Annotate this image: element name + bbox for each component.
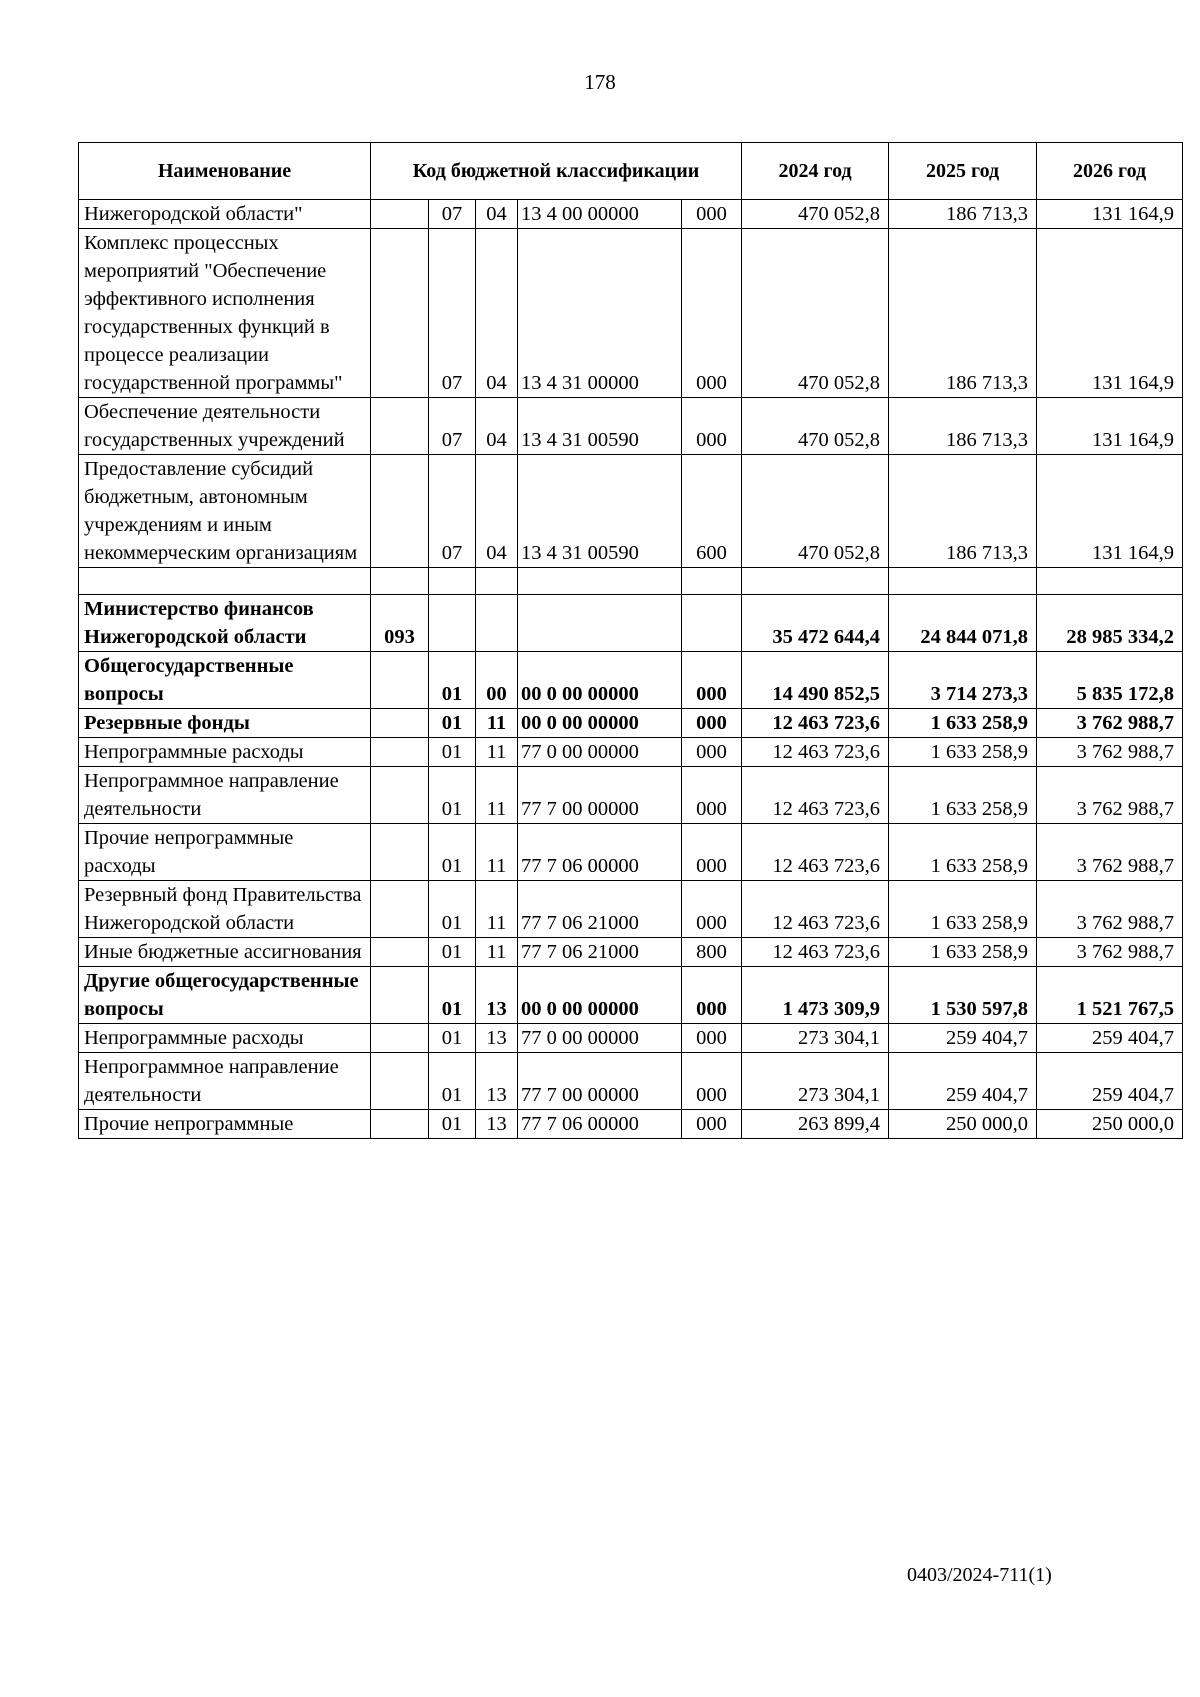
header-2026: 2026 год (1037, 143, 1183, 200)
row-value-2026: 3 762 988,7 (1037, 938, 1183, 967)
row-value-2025: 186 713,3 (889, 200, 1037, 229)
row-name: Министерство финансов Нижегородской области (79, 595, 371, 652)
row-expense-type-code: 000 (682, 1024, 742, 1053)
row-value-2024: 470 052,8 (742, 200, 889, 229)
row-subsection-code: 13 (476, 1110, 518, 1139)
row-subsection-code: 13 (476, 1024, 518, 1053)
row-value-2025: 3 714 273,3 (889, 652, 1037, 709)
row-name: Непрограммное направление деятельности (79, 1053, 371, 1110)
empty-cell (429, 568, 476, 595)
row-section-code: 01 (429, 881, 476, 938)
table-row (79, 595, 1183, 652)
row-name: Общегосударственные вопросы (79, 652, 371, 709)
row-section-code: 01 (429, 824, 476, 881)
row-section-code: 01 (429, 767, 476, 824)
row-target-article-code: 00 0 00 00000 (518, 967, 682, 1024)
row-value-2025: 1 633 258,9 (889, 738, 1037, 767)
row-target-article-code: 13 4 31 00590 (518, 455, 682, 568)
row-target-article-code: 13 4 31 00000 (518, 229, 682, 398)
empty-cell (371, 568, 429, 595)
row-ved-code (371, 881, 429, 938)
row-value-2024: 470 052,8 (742, 455, 889, 568)
table-row (79, 938, 1183, 967)
row-section-code: 01 (429, 738, 476, 767)
row-section-code (429, 595, 476, 652)
table-row (79, 1024, 1183, 1053)
row-subsection-code: 04 (476, 398, 518, 455)
row-name: Прочие непрограммные (79, 1110, 371, 1139)
row-section-code: 01 (429, 652, 476, 709)
row-expense-type-code: 800 (682, 938, 742, 967)
row-value-2024: 12 463 723,6 (742, 767, 889, 824)
row-subsection-code: 04 (476, 229, 518, 398)
row-ved-code (371, 1024, 429, 1053)
row-value-2024: 12 463 723,6 (742, 938, 889, 967)
row-value-2026: 3 762 988,7 (1037, 824, 1183, 881)
row-expense-type-code: 000 (682, 1053, 742, 1110)
row-ved-code (371, 938, 429, 967)
row-subsection-code: 11 (476, 709, 518, 738)
row-expense-type-code: 000 (682, 767, 742, 824)
row-target-article-code (518, 595, 682, 652)
row-expense-type-code: 600 (682, 455, 742, 568)
row-subsection-code (476, 595, 518, 652)
row-value-2025: 250 000,0 (889, 1110, 1037, 1139)
row-section-code: 07 (429, 455, 476, 568)
header-code: Код бюджетной классификации (371, 143, 742, 200)
row-value-2024: 14 490 852,5 (742, 652, 889, 709)
row-value-2026: 131 164,9 (1037, 200, 1183, 229)
row-target-article-code: 77 7 06 21000 (518, 938, 682, 967)
row-value-2024: 12 463 723,6 (742, 824, 889, 881)
header-2024: 2024 год (742, 143, 889, 200)
row-value-2026: 28 985 334,2 (1037, 595, 1183, 652)
row-target-article-code: 77 7 06 00000 (518, 824, 682, 881)
row-name: Иные бюджетные ассигнования (79, 938, 371, 967)
empty-cell (476, 568, 518, 595)
row-value-2026: 259 404,7 (1037, 1053, 1183, 1110)
row-subsection-code: 13 (476, 967, 518, 1024)
header-name: Наименование (79, 143, 371, 200)
table-row (79, 709, 1183, 738)
table-row (79, 398, 1183, 455)
row-ved-code (371, 1110, 429, 1139)
row-section-code: 07 (429, 200, 476, 229)
row-subsection-code: 11 (476, 938, 518, 967)
row-section-code: 07 (429, 398, 476, 455)
document-code: 0403/2024-711(1) (907, 1564, 1052, 1586)
row-expense-type-code: 000 (682, 200, 742, 229)
row-target-article-code: 77 7 00 00000 (518, 767, 682, 824)
row-expense-type-code: 000 (682, 881, 742, 938)
row-target-article-code: 00 0 00 00000 (518, 709, 682, 738)
row-value-2024: 263 899,4 (742, 1110, 889, 1139)
row-expense-type-code: 000 (682, 824, 742, 881)
row-value-2026: 3 762 988,7 (1037, 738, 1183, 767)
row-name: Комплекс процессных мероприятий "Обеспечение эффективного исполнения государственных функций в процессе реализации государственной программы" (79, 229, 371, 398)
table-row (79, 455, 1183, 568)
empty-cell (518, 568, 682, 595)
row-name: Непрограммные расходы (79, 738, 371, 767)
row-subsection-code: 04 (476, 455, 518, 568)
row-section-code: 01 (429, 967, 476, 1024)
table-row (79, 229, 1183, 398)
row-target-article-code: 13 4 31 00590 (518, 398, 682, 455)
row-name: Прочие непрограммные расходы (79, 824, 371, 881)
row-expense-type-code: 000 (682, 738, 742, 767)
row-ved-code (371, 1053, 429, 1110)
row-value-2024: 12 463 723,6 (742, 738, 889, 767)
row-subsection-code: 11 (476, 738, 518, 767)
empty-cell (1037, 568, 1183, 595)
row-value-2024: 470 052,8 (742, 398, 889, 455)
row-expense-type-code: 000 (682, 229, 742, 398)
row-expense-type-code: 000 (682, 398, 742, 455)
row-value-2024: 470 052,8 (742, 229, 889, 398)
row-target-article-code: 77 0 00 00000 (518, 738, 682, 767)
budget-table (78, 142, 1183, 1139)
row-ved-code (371, 967, 429, 1024)
row-section-code: 01 (429, 938, 476, 967)
row-value-2026: 131 164,9 (1037, 455, 1183, 568)
row-name: Другие общегосударственные вопросы (79, 967, 371, 1024)
row-value-2025: 186 713,3 (889, 455, 1037, 568)
row-ved-code (371, 767, 429, 824)
row-ved-code (371, 652, 429, 709)
row-value-2025: 186 713,3 (889, 398, 1037, 455)
row-value-2024: 1 473 309,9 (742, 967, 889, 1024)
row-name: Резервные фонды (79, 709, 371, 738)
row-value-2025: 1 530 597,8 (889, 967, 1037, 1024)
row-value-2025: 1 633 258,9 (889, 709, 1037, 738)
row-expense-type-code (682, 595, 742, 652)
table-row (79, 767, 1183, 824)
table-row (79, 652, 1183, 709)
table-row (79, 1053, 1183, 1110)
row-value-2024: 12 463 723,6 (742, 881, 889, 938)
empty-cell (79, 568, 371, 595)
row-value-2026: 250 000,0 (1037, 1110, 1183, 1139)
row-value-2026: 3 762 988,7 (1037, 881, 1183, 938)
table-spacer-row (79, 568, 1183, 595)
table-row (79, 200, 1183, 229)
row-value-2025: 1 633 258,9 (889, 767, 1037, 824)
row-section-code: 01 (429, 1053, 476, 1110)
table-header-row (79, 143, 1183, 200)
page-number: 178 (584, 70, 616, 94)
row-name: Резервный фонд Правительства Нижегородской области (79, 881, 371, 938)
row-ved-code (371, 709, 429, 738)
row-ved-code (371, 455, 429, 568)
row-value-2024: 273 304,1 (742, 1053, 889, 1110)
row-value-2026: 131 164,9 (1037, 398, 1183, 455)
row-value-2026: 131 164,9 (1037, 229, 1183, 398)
row-value-2025: 259 404,7 (889, 1053, 1037, 1110)
row-ved-code (371, 229, 429, 398)
row-name: Непрограммные расходы (79, 1024, 371, 1053)
table-row (79, 738, 1183, 767)
row-subsection-code: 11 (476, 881, 518, 938)
table-row (79, 1110, 1183, 1139)
row-section-code: 01 (429, 1024, 476, 1053)
row-expense-type-code: 000 (682, 967, 742, 1024)
row-value-2024: 273 304,1 (742, 1024, 889, 1053)
row-value-2024: 12 463 723,6 (742, 709, 889, 738)
row-subsection-code: 11 (476, 767, 518, 824)
row-name: Нижегородской области" (79, 200, 371, 229)
row-value-2026: 259 404,7 (1037, 1024, 1183, 1053)
row-subsection-code: 13 (476, 1053, 518, 1110)
empty-cell (889, 568, 1037, 595)
row-target-article-code: 13 4 00 00000 (518, 200, 682, 229)
row-target-article-code: 77 7 06 21000 (518, 881, 682, 938)
row-subsection-code: 11 (476, 824, 518, 881)
row-value-2025: 186 713,3 (889, 229, 1037, 398)
row-target-article-code: 00 0 00 00000 (518, 652, 682, 709)
row-value-2025: 1 633 258,9 (889, 881, 1037, 938)
row-ved-code (371, 200, 429, 229)
row-expense-type-code: 000 (682, 652, 742, 709)
row-ved-code: 093 (371, 595, 429, 652)
row-value-2026: 5 835 172,8 (1037, 652, 1183, 709)
row-value-2026: 1 521 767,5 (1037, 967, 1183, 1024)
row-expense-type-code: 000 (682, 1110, 742, 1139)
row-value-2025: 259 404,7 (889, 1024, 1037, 1053)
empty-cell (742, 568, 889, 595)
row-section-code: 07 (429, 229, 476, 398)
table-row (79, 824, 1183, 881)
row-value-2026: 3 762 988,7 (1037, 709, 1183, 738)
row-name: Предоставление субсидий бюджетным, автономным учреждениям и иным некоммерческим организациям (79, 455, 371, 568)
empty-cell (682, 568, 742, 595)
row-expense-type-code: 000 (682, 709, 742, 738)
header-2025: 2025 год (889, 143, 1037, 200)
table-row (79, 881, 1183, 938)
row-ved-code (371, 738, 429, 767)
row-ved-code (371, 398, 429, 455)
row-subsection-code: 00 (476, 652, 518, 709)
row-target-article-code: 77 0 00 00000 (518, 1024, 682, 1053)
row-value-2024: 35 472 644,4 (742, 595, 889, 652)
row-value-2025: 1 633 258,9 (889, 824, 1037, 881)
table-row (79, 967, 1183, 1024)
row-target-article-code: 77 7 06 00000 (518, 1110, 682, 1139)
row-subsection-code: 04 (476, 200, 518, 229)
row-value-2025: 24 844 071,8 (889, 595, 1037, 652)
row-section-code: 01 (429, 1110, 476, 1139)
row-section-code: 01 (429, 709, 476, 738)
row-name: Непрограммное направление деятельности (79, 767, 371, 824)
row-target-article-code: 77 7 00 00000 (518, 1053, 682, 1110)
row-name: Обеспечение деятельности государственных учреждений (79, 398, 371, 455)
row-value-2025: 1 633 258,9 (889, 938, 1037, 967)
row-value-2026: 3 762 988,7 (1037, 767, 1183, 824)
row-ved-code (371, 824, 429, 881)
